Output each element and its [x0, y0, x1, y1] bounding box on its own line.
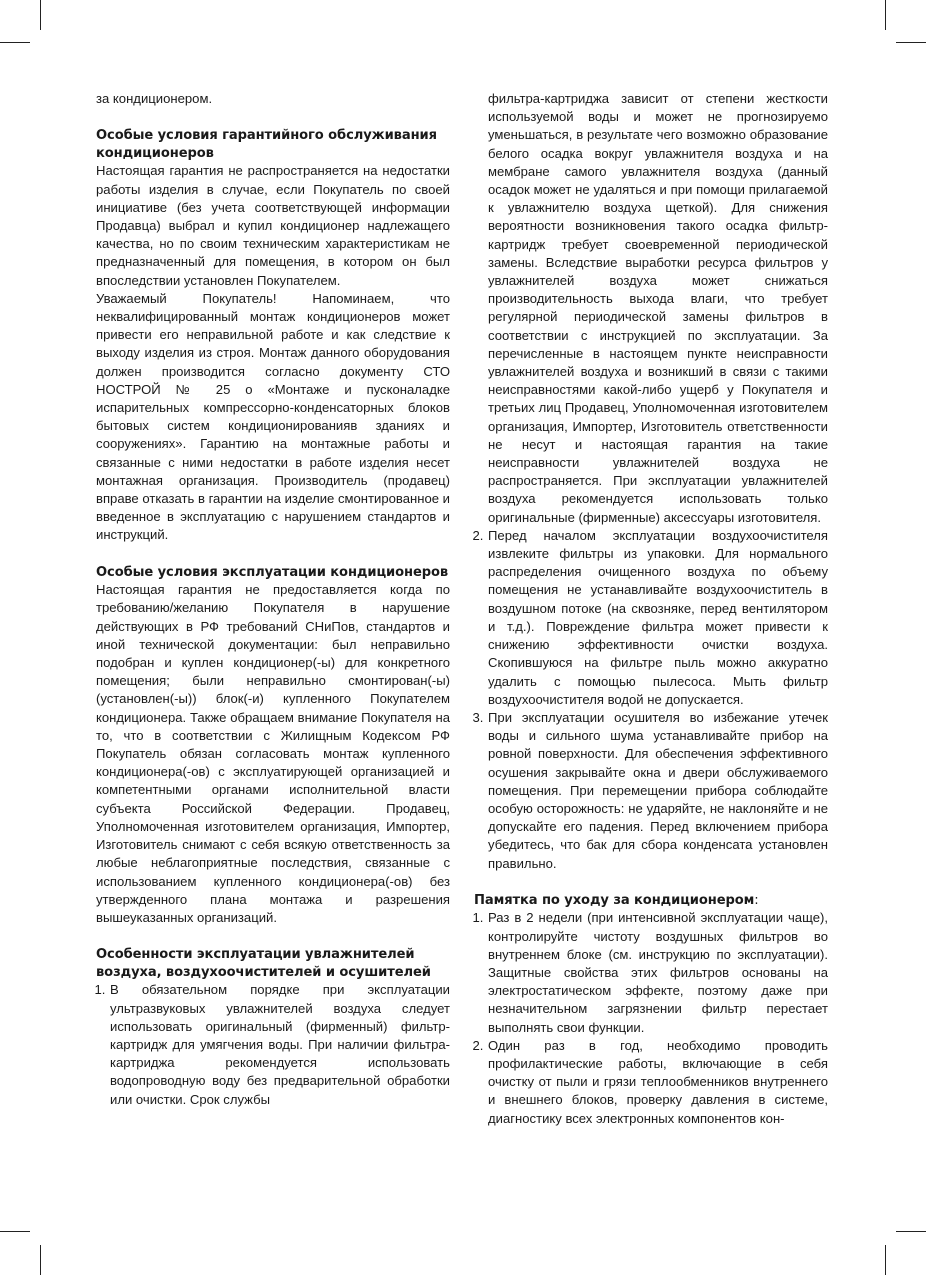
section-heading-warranty: Особые условия гарантийного обслуживания кондиционеров [96, 128, 437, 161]
crop-mark [885, 1245, 886, 1275]
crop-mark [0, 1231, 30, 1232]
heading-colon: : [754, 892, 759, 908]
left-column [96, 90, 450, 1109]
paragraph: Уважаемый Покупатель! Напоминаем, что неквалифицированный монтаж кондиционеров может привести его неправильной работе и как следствие к выходу изделия из строя. Монтаж данного оборудования должен производится согласно документу СТО НОСТРОЙ № 25 о «Монтаже и пусконаладке испарительных компрессорно-конденсаторных блоков бытовых систем кондиционированияв зданиях и сооружениях». Гарантию на монтажные работы и связанные с ними недостатки в работе изделия несет монтажная организация. Производитель (продавец) вправе отказать в гарантии на изделие смонтированное и введенное в эксплуатацию с нарушением стандартов и инструкций. [96, 290, 450, 543]
section-heading-operation: Особые условия эксплуатации кондиционеров [96, 564, 449, 580]
section-heading-humidifiers: Особенности эксплуатации увлажнителей воздуха, воздухоочистителей и осушителей [96, 947, 431, 980]
crop-mark [896, 1231, 926, 1232]
list-item: 1. В обязательном порядке при эксплуатации ультразвуковых увлажнителей воздуха следует использовать оригинальный (фирменный) фильтр-картридж для умягчения воды. При наличии фильтра-картриджа рекомендуется использовать водопроводную воду без предварительной обработки или очистки. Срок службы [109, 981, 450, 1108]
numbered-list [474, 527, 828, 873]
list-item: 3. При эксплуатации осушителя во избежание утечек воды и сильного шума устанавливайте прибор на ровной поверхности. Для обеспечения эффективного осушения закрывайте окна и двери обслуживаемого помещения. При перемещении прибора соблюдайте особую осторожность: не ударяйте, не наклоняйте и не допускайте его падения. Перед включением прибора убедитесь, что бак для сбора конденсата установлен правильно. [487, 709, 828, 873]
crop-mark [885, 0, 886, 30]
right-column [474, 90, 828, 1128]
paragraph: Настоящая гарантия не предоставляется когда по требованию/желанию Покупателя в нарушение действующих в РФ требований СНиПов, стандартов и иной технической документации: был неправильно подобран и куплен кондиционер(-ы) для конкретного помещения; были неправильно смонтирован(-ы) (установлен(-ы)) блок(-и) купленного Покупателем кондиционера. Также обращаем внимание Покупателя на то, что в соответствии с Жилищным Кодексом РФ Покупатель обязан согласовать монтаж купленного кондиционера(-ов) с эксплуатирующей организацией и компетентными органами исполнительной власти субъекта Российской Федерации. Продавец, Уполномоченная изготовителем организация, Импортер, Изготовитель снимают с себя всякую ответственность за любые неблагоприятные последствия, связанные с использованием купленного кондиционера(-ов) без утвержденного плана монтажа и разрешения вышеуказанных организаций. [96, 582, 450, 925]
list-item: 2. Перед началом эксплуатации воздухоочистителя извлеките фильтры из упаковки. Для нормального распределения очищенного воздуха по объему помещения не устанавливайте воздухоочиститель в воздушном потоке (на сквозняке, перед вентилятором и т.д.). Повреждение фильтра может привести к снижению эффективности очистки воздуха. Скопившуюся на фильтре пыль можно аккуратно удалить с помощью пылесоса. Мыть фильтр воздухоочистителя водой не допускается. [487, 527, 828, 709]
heading-text: Памятка по уходу за кондиционером [474, 892, 755, 908]
list-item-continuation: фильтра-картриджа зависит от степени жесткости используемой воды и может не прогнозируемо уменьшаться, в результате чего возможно образование белого осадка вокруг увлажнителя воздуха и на мембране самого увлажнителя воздуха (данный осадок может не удаляться и при помощи прилагаемой к увлажнителю воздуха щеткой). Для снижения вероятности возникновения такого осадка фильтр-картридж требует своевременной периодической замены. Вследствие выработки ресурса фильтров у увлажнителей воздуха может снижаться производительность выхода влаги, что требует регулярной периодической замены фильтров в соответствии с инструкцией по эксплуатации. За перечисленные в настоящем пункте неисправности увлажнителей воздуха и возникший в связи с такими неисправностями какой-либо ущерб у Покупателя и третьих лиц Продавец, Уполномоченная изготовителем организация, Импортер, Изготовитель ответственности не несут и настоящая гарантия на такие неисправности увлажнителей воздуха не распространяется. При эксплуатации увлажнителей воздуха рекомендуется использовать только оригинальные (фирменные) аксессуары изготовителя. [488, 91, 828, 525]
crop-mark [0, 42, 30, 43]
crop-mark [896, 42, 926, 43]
crop-mark [40, 1245, 41, 1275]
crop-mark [40, 0, 41, 30]
list-item: 2. Один раз в год, необходимо проводить профилактические работы, включающие в себя очистку от пыли и грязи теплообменников внутреннего и внешнего блоков, проверку давления в системе, диагностику всех электронных компонентов кон- [487, 1037, 828, 1128]
paragraph: Настоящая гарантия не распространяется на недостатки работы изделия в случае, если Покупатель по своей инициативе (без учета соответствующей информации Продавца) выбрал и купил кондиционер надлежащего качества, но по своим техническим характеристикам не предназначенный для помещения, в котором он был впоследствии установлен Покупателем. [96, 163, 450, 288]
list-item: 1. Раз в 2 недели (при интенсивной эксплуатации чаще), контролируйте чистоту воздушных фильтров во внутреннем блоке (см. инструкцию по эксплуатации). Защитные свойства этих фильтров основаны на электростатическом эффекте, поэтому даже при незначительном загрязнении фильтр перестает выполнять свои функции. [487, 909, 828, 1036]
numbered-list [96, 981, 450, 1108]
intro-tail: за кондиционером. [96, 91, 213, 106]
section-heading-care [474, 892, 828, 910]
numbered-list [474, 909, 828, 1127]
